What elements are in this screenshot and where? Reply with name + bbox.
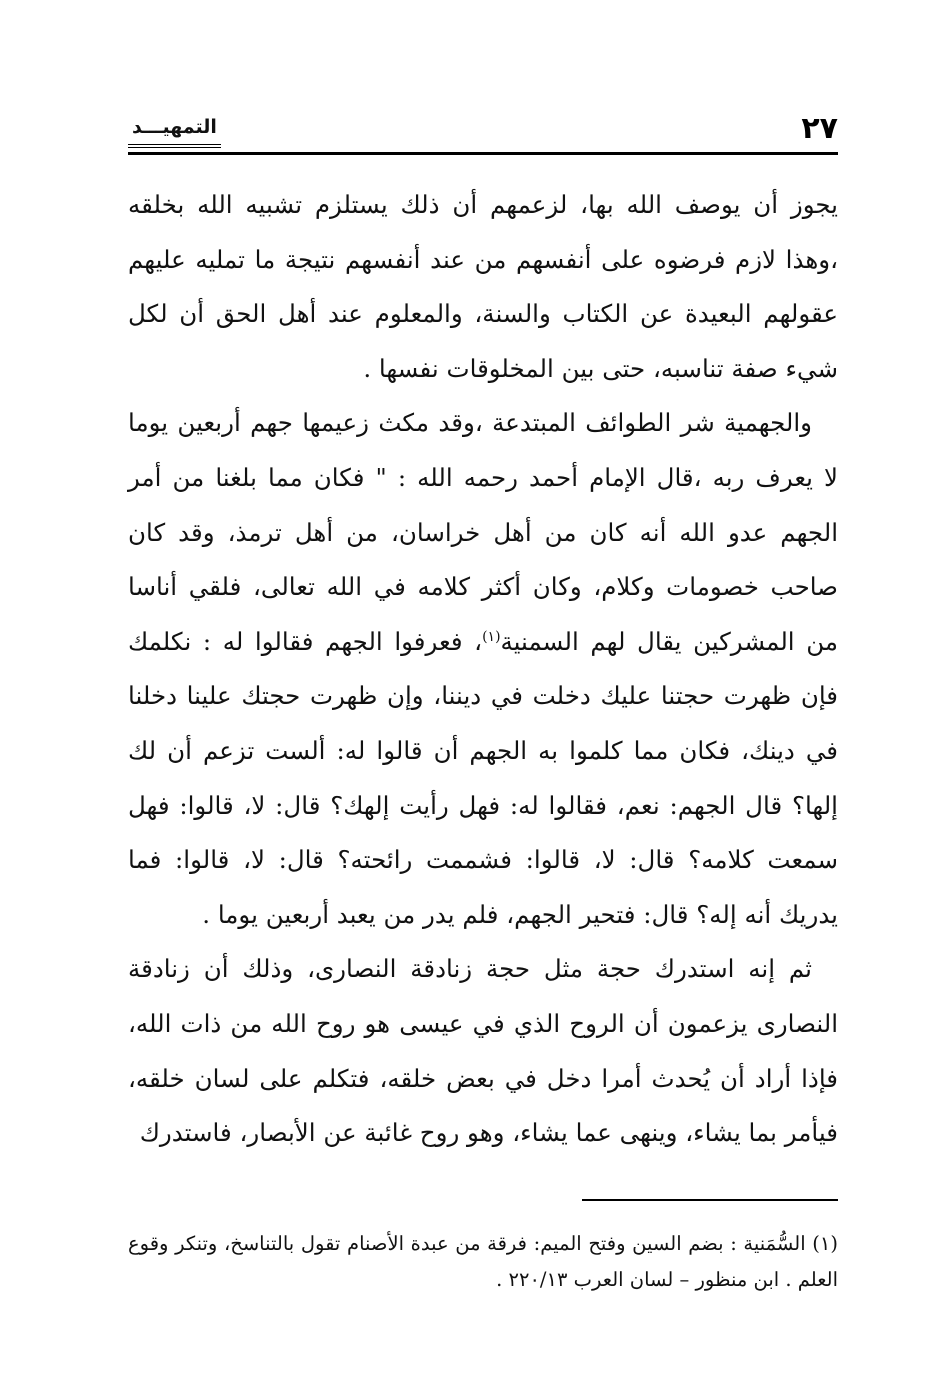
footnote-1: (١) السُّمَنية : بضم السين وفتح الميم: فرقة من عبدة الأصنام تقول بالتناسخ، وتنكر وقوع العلم . ابن منظور – لسان العرب ٢٢٠/١٣ . [128, 1232, 838, 1291]
body-text [128, 178, 838, 1161]
footnotes [128, 1226, 838, 1298]
header-rule [128, 152, 838, 155]
paragraph-2 [128, 396, 838, 942]
paragraph-2-part-1: والجهمية شر الطوائف المبتدعة ،وقد مكث زعيمها جهم أربعين يوما لا يعرف ربه ،قال الإمام أحمد رحمه الله : " فكان مما بلغنا من أمر الجهم عدو الله أنه كان من أهل خراسان، من أهل ترمذ، وقد كان صاحب خصومات وكلام، وكان أكثر كلامه في الله تعالى، فلقي أناسا من المشركين يقال لهم السمنية [128, 408, 838, 656]
footnote-separator [582, 1199, 838, 1201]
page-number: ٢٧ [801, 111, 838, 146]
page-header [128, 106, 838, 156]
running-title: التمهيـــد [128, 114, 221, 148]
paragraph-1: يجوز أن يوصف الله بها، لزعمهم أن ذلك يستلزم تشبيه الله بخلقه ،وهذا لازم فرضوه على أنفسهم من عند أنفسهم نتيجة ما تمليه عليهم عقولهم البعيدة عن الكتاب والسنة، والمعلوم عند أهل الحق أن لكل شيء صفة تناسبه، حتى بين المخلوقات نفسها . [128, 190, 838, 383]
footnote-reference: (١) [482, 628, 501, 645]
paragraph-2-part-2: ، فعرفوا الجهم فقالوا له : نكلمك فإن ظهرت حجتنا عليك دخلت في ديننا، وإن ظهرت حجتك علينا دخلنا في دينك، فكان مما كلموا به الجهم أن قالوا له: ألست تزعم أن لك إلها؟ قال الجهم: نعم، فقالوا له: فهل رأيت إلهك؟ قال: لا، قالوا: فهل سمعت كلامه؟ قال: لا، قالوا: فشممت رائحته؟ قال: لا، قالوا: فما يدريك أنه إله؟ قال: فتحير الجهم، فلم يدر من يعبد أربعين يوما . [128, 626, 838, 929]
paragraph-3: ثم إنه استدرك حجة مثل حجة زنادقة النصارى، وذلك أن زنادقة النصارى يزعمون أن الروح الذي في عيسى هو روح الله من ذات الله، فإذا أراد أن يُحدث أمرا دخل في بعض خلقه، فتكلم على لسان خلقه، فيأمر بما يشاء، وينهى عما يشاء، وهو روح غائبة عن الأبصار، فاستدرك [128, 954, 838, 1148]
